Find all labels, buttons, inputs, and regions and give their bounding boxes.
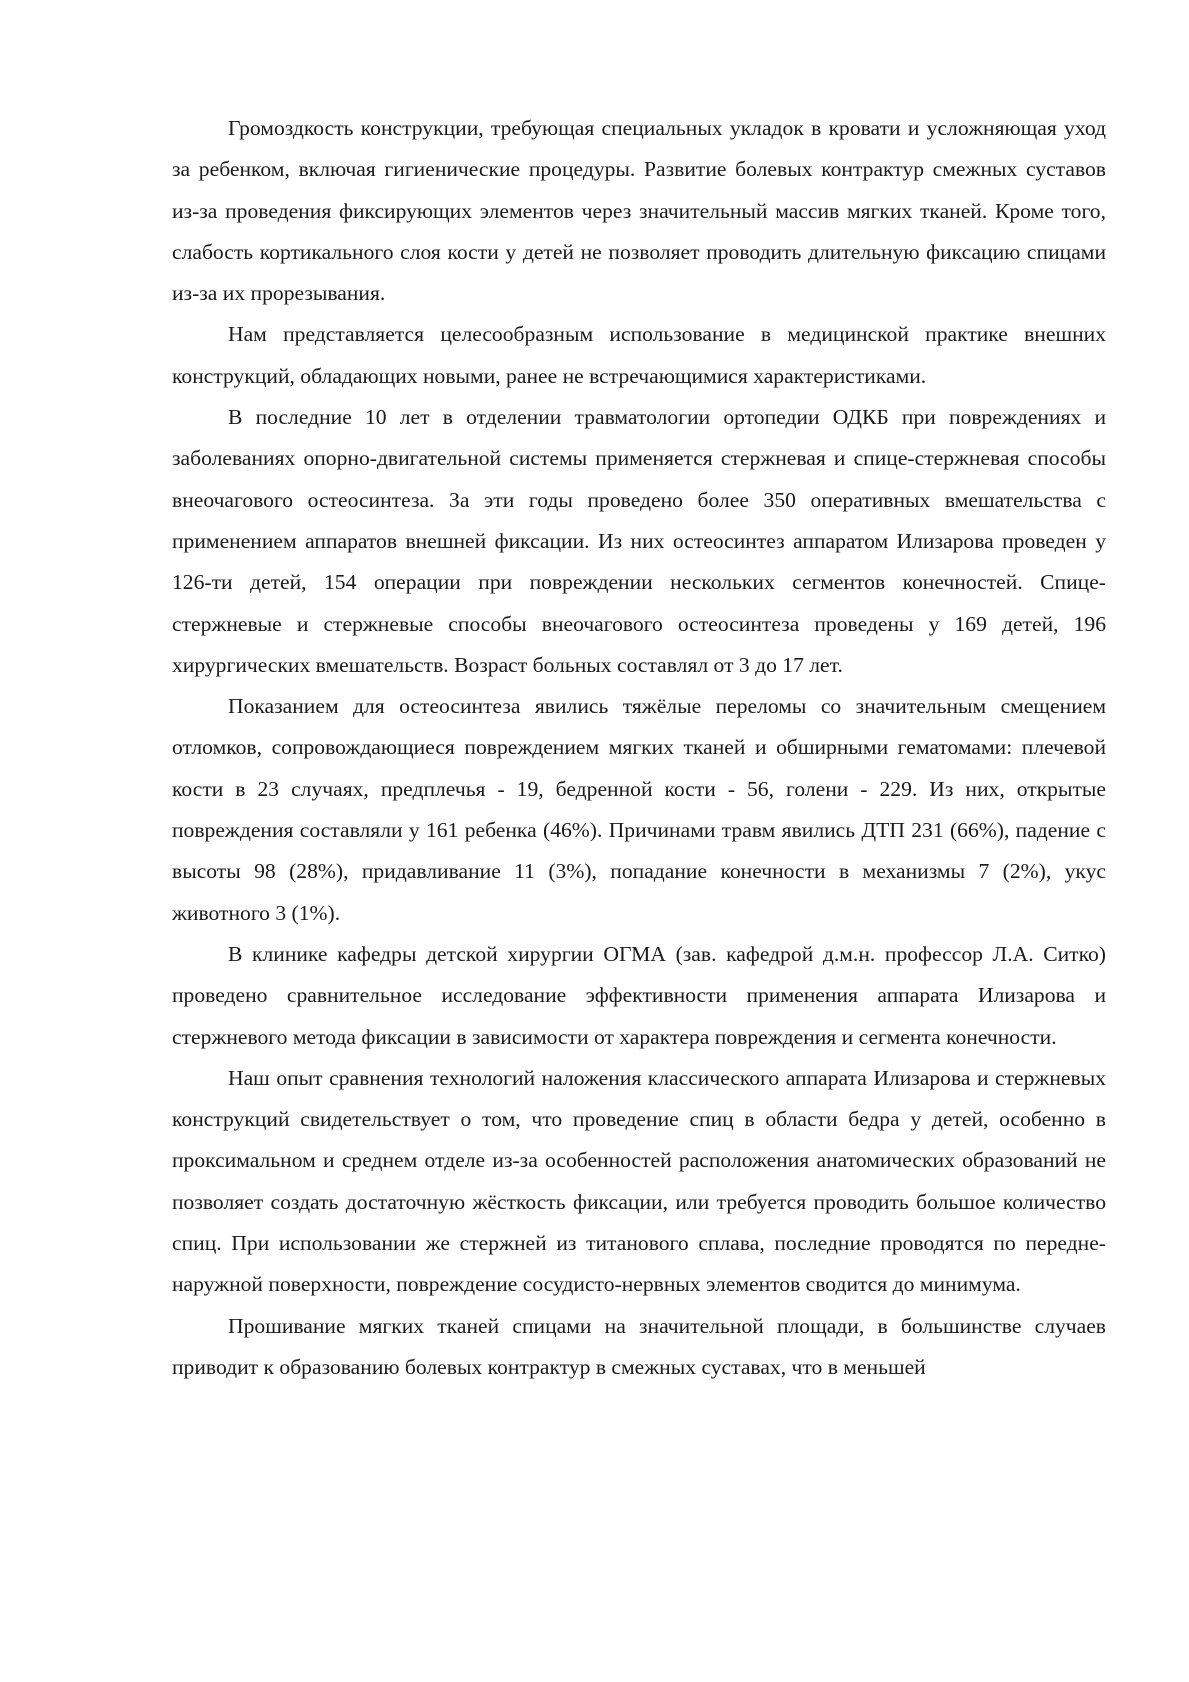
document-page bbox=[172, 108, 1106, 1388]
paragraph: Громоздкость конструкции, требующая специальных укладок в кровати и усложняющая уход за ребенком, включая гигиенические процедуры. Развитие болевых контрактур смежных суставов из-за проведения фиксирующих элементов через значительный массив мягких тканей. Кроме того, слабость кортикального слоя кости у детей не позволяет проводить длительную фиксацию спицами из-за их прорезывания. bbox=[172, 116, 1106, 306]
paragraph: В последние 10 лет в отделении травматологии ортопедии ОДКБ при повреждениях и заболеваниях опорно-двигательной системы применяется стержневая и спице-стержневая способы внеочагового остеосинтеза. За эти годы проведено более 350 оперативных вмешательства с применением аппаратов внешней фиксации. Из них остеосинтез аппаратом Илизарова проведен у 126-ти детей, 154 операции при повреждении нескольких сегментов конечностей. Спице-стержневые и стержневые способы внеочагового остеосинтеза проведены у 169 детей, 196 хирургических вмешательств. Возраст больных составлял от 3 до 17 лет. bbox=[172, 405, 1106, 677]
paragraph: Прошивание мягких тканей спицами на значительной площади, в большинстве случаев приводит к образованию болевых контрактур в смежных суставах, что в меньшей bbox=[172, 1313, 1106, 1379]
paragraph: В клинике кафедры детской хирургии ОГМА (зав. кафедрой д.м.н. профессор Л.А. Ситко) проведено сравнительное исследование эффективности применения аппарата Илизарова и стержневого метода фиксации в зависимости от характера повреждения и сегмента конечности. bbox=[172, 941, 1106, 1049]
paragraph: Показанием для остеосинтеза явились тяжёлые переломы со значительным смещением отломков, сопровождающиеся повреждением мягких тканей и обширными гематомами: плечевой кости в 23 случаях, предплечья - 19, бедренной кости - 56, голени - 229. Из них, открытые повреждения составляли у 161 ребенка (46%). Причинами травм явились ДТП 231 (66%), падение с высоты 98 (28%), придавливание 11 (3%), попадание конечности в механизмы 7 (2%), укус животного 3 (1%). bbox=[172, 694, 1106, 925]
paragraph: Нам представляется целесообразным использование в медицинской практике внешних конструкций, обладающих новыми, ранее не встречающимися характеристиками. bbox=[172, 322, 1106, 388]
paragraph: Наш опыт сравнения технологий наложения классического аппарата Илизарова и стержневых конструкций свидетельствует о том, что проведение спиц в области бедра у детей, особенно в проксимальном и среднем отделе из-за особенностей расположения анатомических образований не позволяет создать достаточную жёсткость фиксации, или требуется проводить большое количество спиц. При использовании же стержней из титанового сплава, последние проводятся по передне-наружной поверхности, повреждение сосудисто-нервных элементов сводится до минимума. bbox=[172, 1065, 1106, 1297]
